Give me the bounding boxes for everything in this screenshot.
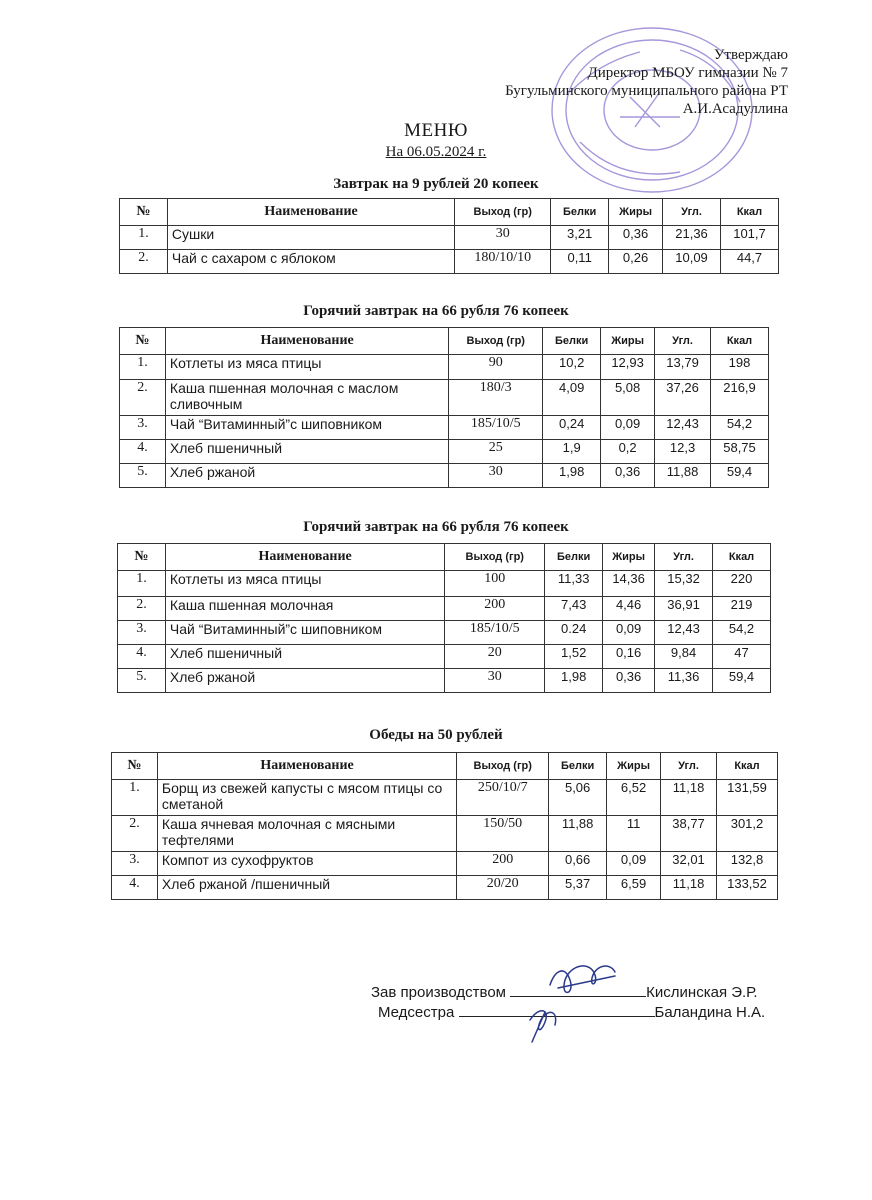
signature-role: Медсестра — [378, 1004, 455, 1021]
row-name: Сушки — [167, 226, 454, 250]
menu-date: На 06.05.2024 г. — [385, 144, 487, 160]
row-no: 4. — [118, 645, 166, 669]
row-fat: 14,36 — [603, 571, 655, 597]
menu-table — [119, 327, 769, 488]
section-title: Горячий завтрак на 66 рубля 76 копеек — [303, 519, 569, 535]
row-protein: 3,21 — [551, 226, 609, 250]
table-row — [120, 355, 769, 380]
row-fat: 0,09 — [607, 852, 661, 876]
row-kcal: 131,59 — [717, 780, 778, 816]
col-name: Наименование — [165, 328, 448, 355]
row-carbs: 38,77 — [661, 816, 717, 852]
row-kcal: 54,2 — [713, 621, 771, 645]
approval-name: А.И.Асадуллина — [682, 101, 788, 117]
approval-director: Директор МБОУ гимназии № 7 — [587, 65, 788, 81]
row-protein: 0,66 — [549, 852, 607, 876]
col-protein: Белки — [543, 328, 601, 355]
col-no: № — [120, 199, 168, 226]
table-row — [120, 464, 769, 488]
table-header-row — [112, 753, 778, 780]
row-carbs: 36,91 — [655, 597, 713, 621]
page-title: МЕНЮ — [404, 120, 468, 141]
row-name: Каша ячневая молочная с мясными тефтелями — [157, 816, 456, 852]
col-out: Выход (гр) — [455, 199, 551, 226]
row-no: 1. — [120, 355, 166, 380]
section-title: Горячий завтрак на 66 рубля 76 копеек — [303, 303, 569, 319]
row-no: 2. — [120, 250, 168, 274]
row-out: 30 — [445, 669, 545, 693]
table-row — [118, 597, 771, 621]
col-fat: Жиры — [609, 199, 663, 226]
row-protein: 1,52 — [545, 645, 603, 669]
row-protein: 7,43 — [545, 597, 603, 621]
row-carbs: 11,18 — [661, 876, 717, 900]
handwritten-signature-image — [520, 950, 630, 1045]
table-row — [120, 416, 769, 440]
table-row — [120, 226, 779, 250]
row-name: Чай с сахаром с яблоком — [167, 250, 454, 274]
col-kcal: Ккал — [711, 328, 769, 355]
row-name: Каша пшенная молочная — [165, 597, 444, 621]
approval-district: Бугульминского муниципального района РТ — [505, 83, 788, 99]
row-carbs: 12,43 — [655, 416, 711, 440]
col-out: Выход (гр) — [449, 328, 543, 355]
row-out: 180/10/10 — [455, 250, 551, 274]
col-kcal: Ккал — [721, 199, 779, 226]
row-protein: 1,9 — [543, 440, 601, 464]
row-no: 4. — [120, 440, 166, 464]
row-name: Хлеб ржаной /пшеничный — [157, 876, 456, 900]
table-row — [118, 645, 771, 669]
row-no: 1. — [118, 571, 166, 597]
row-protein: 4,09 — [543, 380, 601, 416]
col-no: № — [112, 753, 158, 780]
row-carbs: 12,3 — [655, 440, 711, 464]
row-fat: 5,08 — [601, 380, 655, 416]
row-out: 185/10/5 — [445, 621, 545, 645]
row-out: 20 — [445, 645, 545, 669]
col-name: Наименование — [157, 753, 456, 780]
row-no: 2. — [118, 597, 166, 621]
row-kcal: 59,4 — [711, 464, 769, 488]
table-row — [112, 780, 778, 816]
row-kcal: 44,7 — [721, 250, 779, 274]
row-protein: 1,98 — [545, 669, 603, 693]
row-protein: 0,24 — [543, 416, 601, 440]
row-fat: 0,36 — [609, 226, 663, 250]
row-out: 185/10/5 — [449, 416, 543, 440]
col-protein: Белки — [545, 544, 603, 571]
row-carbs: 15,32 — [655, 571, 713, 597]
row-kcal: 101,7 — [721, 226, 779, 250]
row-out: 200 — [457, 852, 549, 876]
row-out: 30 — [455, 226, 551, 250]
row-name: Хлеб пшеничный — [165, 440, 448, 464]
row-no: 3. — [118, 621, 166, 645]
row-out: 200 — [445, 597, 545, 621]
row-protein: 5,06 — [549, 780, 607, 816]
col-carbs: Угл. — [663, 199, 721, 226]
table-row — [120, 440, 769, 464]
row-fat: 0,2 — [601, 440, 655, 464]
row-name: Каша пшенная молочная с маслом сливочным — [165, 380, 448, 416]
col-no: № — [118, 544, 166, 571]
row-protein: 0,11 — [551, 250, 609, 274]
row-kcal: 59,4 — [713, 669, 771, 693]
signature-role: Зав производством — [371, 984, 506, 1001]
row-fat: 0,09 — [601, 416, 655, 440]
signature-person: Баландина Н.А. — [654, 1004, 766, 1021]
col-carbs: Угл. — [661, 753, 717, 780]
col-protein: Белки — [549, 753, 607, 780]
approval-block — [505, 46, 788, 118]
row-kcal: 58,75 — [711, 440, 769, 464]
row-out: 100 — [445, 571, 545, 597]
col-kcal: Ккал — [713, 544, 771, 571]
row-fat: 0,36 — [603, 669, 655, 693]
row-protein: 10,2 — [543, 355, 601, 380]
row-fat: 4,46 — [603, 597, 655, 621]
row-out: 150/50 — [457, 816, 549, 852]
row-no: 2. — [120, 380, 166, 416]
row-kcal: 54,2 — [711, 416, 769, 440]
row-name: Чай “Витаминный”с шиповником — [165, 416, 448, 440]
col-kcal: Ккал — [717, 753, 778, 780]
row-carbs: 11,36 — [655, 669, 713, 693]
row-name: Хлеб ржаной — [165, 464, 448, 488]
menu-table — [111, 752, 778, 900]
table-header-row — [120, 199, 779, 226]
row-name: Компот из сухофруктов — [157, 852, 456, 876]
row-protein: 0.24 — [545, 621, 603, 645]
table-row — [118, 571, 771, 597]
row-out: 90 — [449, 355, 543, 380]
row-fat: 0,26 — [609, 250, 663, 274]
row-name: Чай “Витаминный”с шиповником — [165, 621, 444, 645]
table-row — [120, 250, 779, 274]
row-no: 2. — [112, 816, 158, 852]
row-carbs: 9,84 — [655, 645, 713, 669]
col-name: Наименование — [165, 544, 444, 571]
col-fat: Жиры — [607, 753, 661, 780]
col-out: Выход (гр) — [457, 753, 549, 780]
section-title: Завтрак на 9 рублей 20 копеек — [333, 176, 539, 192]
col-name: Наименование — [167, 199, 454, 226]
row-fat: 0,09 — [603, 621, 655, 645]
row-carbs: 12,43 — [655, 621, 713, 645]
col-carbs: Угл. — [655, 328, 711, 355]
table-row — [112, 876, 778, 900]
table-row — [118, 621, 771, 645]
row-no: 4. — [112, 876, 158, 900]
row-carbs: 11,88 — [655, 464, 711, 488]
row-kcal: 219 — [713, 597, 771, 621]
row-no: 5. — [120, 464, 166, 488]
approval-heading: Утверждаю — [713, 47, 788, 63]
row-protein: 11,33 — [545, 571, 603, 597]
signature-person: Кислинская Э.Р. — [646, 984, 758, 1001]
section-title: Обеды на 50 рублей — [369, 727, 503, 743]
col-fat: Жиры — [601, 328, 655, 355]
row-carbs: 21,36 — [663, 226, 721, 250]
col-out: Выход (гр) — [445, 544, 545, 571]
row-kcal: 133,52 — [717, 876, 778, 900]
row-protein: 1,98 — [543, 464, 601, 488]
row-out: 25 — [449, 440, 543, 464]
table-header-row — [120, 328, 769, 355]
row-kcal: 301,2 — [717, 816, 778, 852]
row-protein: 5,37 — [549, 876, 607, 900]
row-no: 1. — [112, 780, 158, 816]
menu-table — [119, 198, 779, 274]
row-fat: 6,59 — [607, 876, 661, 900]
row-name: Хлеб пшеничный — [165, 645, 444, 669]
row-no: 3. — [120, 416, 166, 440]
row-no: 1. — [120, 226, 168, 250]
row-carbs: 32,01 — [661, 852, 717, 876]
table-row — [118, 669, 771, 693]
row-fat: 11 — [607, 816, 661, 852]
row-out: 30 — [449, 464, 543, 488]
row-protein: 11,88 — [549, 816, 607, 852]
row-name: Котлеты из мяса птицы — [165, 355, 448, 380]
table-row — [112, 852, 778, 876]
row-carbs: 37,26 — [655, 380, 711, 416]
row-name: Хлеб ржаной — [165, 669, 444, 693]
row-kcal: 132,8 — [717, 852, 778, 876]
row-kcal: 198 — [711, 355, 769, 380]
row-name: Котлеты из мяса птицы — [165, 571, 444, 597]
row-kcal: 216,9 — [711, 380, 769, 416]
row-fat: 12,93 — [601, 355, 655, 380]
row-fat: 6,52 — [607, 780, 661, 816]
row-carbs: 11,18 — [661, 780, 717, 816]
row-fat: 0,16 — [603, 645, 655, 669]
row-name: Борщ из свежей капусты с мясом птицы со сметаной — [157, 780, 456, 816]
row-no: 3. — [112, 852, 158, 876]
row-out: 20/20 — [457, 876, 549, 900]
table-row — [112, 816, 778, 852]
menu-table — [117, 543, 771, 693]
row-kcal: 220 — [713, 571, 771, 597]
col-protein: Белки — [551, 199, 609, 226]
table-header-row — [118, 544, 771, 571]
row-out: 250/10/7 — [457, 780, 549, 816]
row-out: 180/3 — [449, 380, 543, 416]
row-kcal: 47 — [713, 645, 771, 669]
col-fat: Жиры — [603, 544, 655, 571]
row-carbs: 13,79 — [655, 355, 711, 380]
table-row — [120, 380, 769, 416]
col-no: № — [120, 328, 166, 355]
col-carbs: Угл. — [655, 544, 713, 571]
row-carbs: 10,09 — [663, 250, 721, 274]
row-fat: 0,36 — [601, 464, 655, 488]
row-no: 5. — [118, 669, 166, 693]
